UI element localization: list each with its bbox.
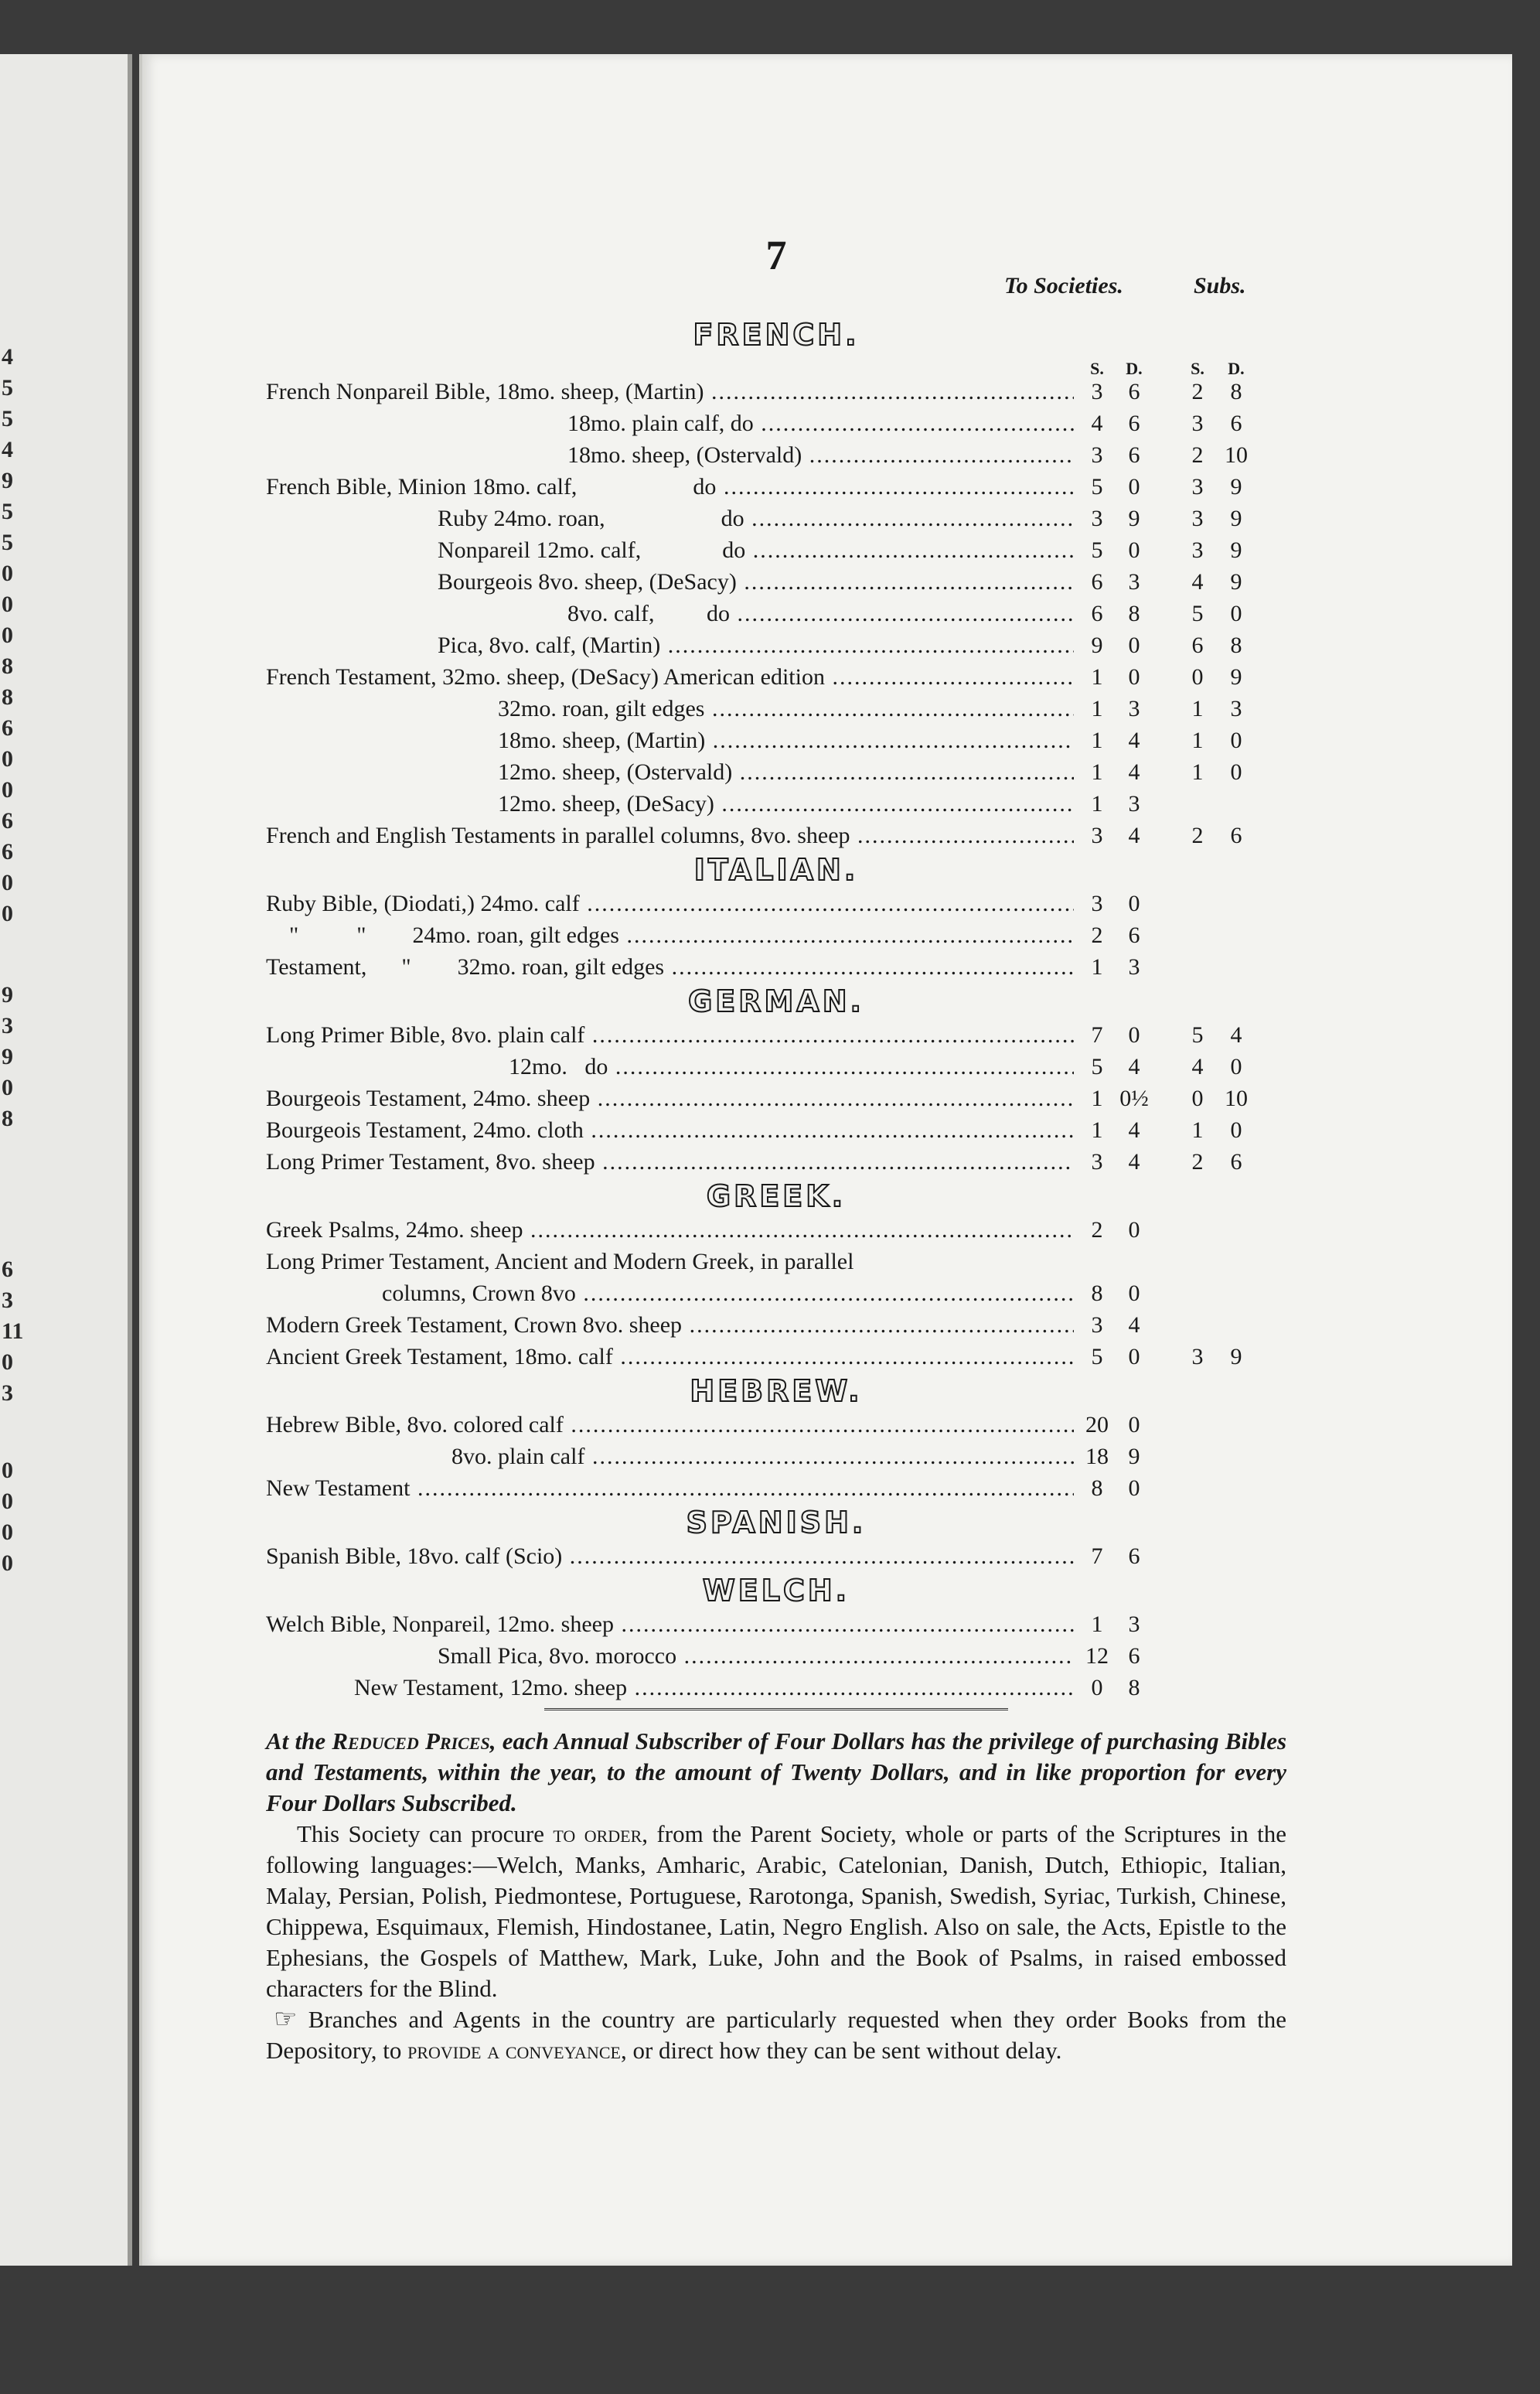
list-item [266,1472,1286,1504]
price-d2: 6 [1230,823,1242,848]
facing-page-digit: 0 [2,622,13,648]
column-headers [266,273,1286,316]
facing-page-digit: 11 [2,1318,24,1344]
price-s1: 1 [1091,696,1103,721]
price-s1: 1 [1091,728,1103,753]
list-item [266,1441,1286,1472]
facing-page-digit: 3 [2,1013,13,1038]
item-description: 8vo. calf, do ..... [567,598,1074,629]
list-item [266,693,1286,725]
price-d1: 0½ [1119,1086,1149,1111]
price-d2: 0 [1230,728,1242,753]
facing-page-digit: 8 [2,1106,13,1131]
list-item [266,919,1286,951]
price-d2: 6 [1230,1149,1242,1175]
price-s1: 2 [1091,1217,1103,1243]
section-title: FRENCH. [693,318,860,352]
price-s1: 4 [1091,411,1103,436]
price-d1: 0 [1128,1344,1140,1369]
price-d1: 6 [1128,442,1140,468]
notes [266,1726,1286,2066]
branches-note: ☞ Branches and Agents in the country are particularly requested when they order Books from the Depository, to provide a conveyance, or direct how they can be sent without delay. [266,2005,1287,2064]
price-s2: 3 [1191,411,1204,436]
price-d1: 9 [1128,1444,1140,1469]
facing-page-digit: 0 [2,1550,13,1576]
item-description: columns, Crown 8vo ..... [382,1277,1074,1309]
price-s1: 5 [1091,1054,1103,1079]
price-s2: 4 [1191,1054,1204,1079]
item-description: Bourgeois 8vo. sheep, (DeSacy) ..... [438,566,1074,598]
list-item [266,1540,1286,1572]
price-s1: 5 [1091,474,1103,500]
price-s1: 5 [1091,1344,1103,1369]
price-d1: 4 [1128,1149,1140,1175]
pointing-hand-icon: ☞ [274,2005,298,2034]
price-s1: 3 [1091,442,1103,468]
facing-page-digit: 5 [2,375,13,401]
item-description: 18mo. sheep, (Martin) ..... [498,725,1074,756]
price-d2: 9 [1230,1344,1242,1369]
item-description: 12mo. sheep, (Ostervald) ..... [498,756,1074,788]
facing-page-digit: 0 [2,1489,13,1514]
list-item [266,629,1286,661]
price-d1: 0 [1128,664,1140,690]
currency-unit-label: S. [1191,359,1204,378]
facing-page-digit: 0 [2,592,13,617]
price-s2: 3 [1191,537,1204,563]
price-d1: 6 [1128,379,1140,404]
price-s2: 2 [1191,1149,1204,1175]
price-d1: 0 [1128,1412,1140,1437]
page-number: 7 [765,232,787,278]
price-s1: 1 [1091,1117,1103,1143]
price-s2: 1 [1191,1117,1204,1143]
price-s1: 3 [1091,1149,1103,1175]
list-item [266,1309,1286,1341]
section-title: SPANISH. [686,1506,867,1540]
item-description: French Bible, Minion 18mo. calf, do ..... [266,471,1074,503]
facing-page-digit: 3 [2,1380,13,1406]
price-d1: 0 [1128,474,1140,500]
item-description: Spanish Bible, 18vo. calf (Scio) ..... [266,1540,1074,1572]
price-s1: 6 [1091,601,1103,626]
facing-page-edge [0,54,132,2266]
item-description: New Testament ..... [266,1472,1074,1504]
list-item [266,1608,1286,1640]
list-item [266,888,1286,919]
price-d2: 9 [1230,474,1242,500]
price-d1: 0 [1128,891,1140,916]
item-description: Ruby 24mo. roan, do ..... [438,503,1074,534]
price-d1: 3 [1128,1611,1140,1637]
list-item [266,1214,1286,1246]
price-d2: 9 [1230,664,1242,690]
price-s2: 6 [1191,633,1204,658]
price-d1: 0 [1128,1475,1140,1501]
list-item [266,503,1286,534]
currency-unit-label: S. [1090,359,1104,378]
facing-page-digit: 6 [2,839,13,864]
item-description: Nonpareil 12mo. calf, do ..... [438,534,1074,566]
list-item [266,534,1286,566]
price-s1: 3 [1091,891,1103,916]
price-d1: 8 [1128,1675,1140,1700]
price-d1: 0 [1128,537,1140,563]
facing-page-digit: 5 [2,406,13,431]
item-description: Long Primer Testament, Ancient and Modern Greek, in parallel [266,1249,854,1274]
item-description: 18mo. sheep, (Ostervald) ..... [567,439,1074,471]
facing-page-digit: 6 [2,1257,13,1282]
section-divider [544,1708,1008,1710]
price-d2: 9 [1230,506,1242,531]
price-s1: 1 [1091,791,1103,817]
list-item [266,1246,1286,1277]
price-d2: 3 [1230,696,1242,721]
item-description: 18mo. plain calf, do ..... [567,408,1074,439]
currency-unit-label: D. [1228,359,1245,378]
page-content [266,232,1287,2066]
price-s1: 5 [1091,537,1103,563]
price-s2: 1 [1191,728,1204,753]
price-d1: 3 [1128,954,1140,980]
price-d1: 0 [1128,1022,1140,1048]
price-s1: 3 [1091,1312,1103,1338]
facing-page-digit: 0 [2,1075,13,1100]
section-title: GREEK. [706,1179,847,1213]
item-description: Bourgeois Testament, 24mo. sheep ..... [266,1083,1074,1114]
item-description: Welch Bible, Nonpareil, 12mo. sheep ..... [266,1608,1074,1640]
price-d1: 3 [1128,791,1140,817]
currency-unit-label: D. [1126,359,1143,378]
facing-page-digit: 0 [2,1519,13,1545]
price-s2: 4 [1191,569,1204,595]
list-item [266,471,1286,503]
price-s2: 3 [1191,1344,1204,1369]
list-item [266,1341,1286,1373]
item-description: Pica, 8vo. calf, (Martin) ..... [438,629,1074,661]
facing-page-digit: 3 [2,1287,13,1313]
price-d2: 0 [1230,1054,1242,1079]
section-title: HEBREW. [690,1374,863,1408]
facing-page-digit: 9 [2,468,13,493]
list-item [266,1277,1286,1309]
facing-page-digit: 0 [2,1458,13,1483]
facing-page-digit: 5 [2,530,13,555]
item-description: Ancient Greek Testament, 18mo. calf ..... [266,1341,1074,1373]
price-s2: 2 [1191,442,1204,468]
item-description: " " 24mo. roan, gilt edges ..... [266,919,1074,951]
list-item [266,1019,1286,1051]
item-description: French and English Testaments in parallel columns, 8vo. sheep ..... [266,820,1074,851]
price-d2: 10 [1225,442,1248,468]
item-description: 32mo. roan, gilt edges ..... [498,693,1074,725]
list-item [266,408,1286,439]
header-subs: Subs. [1194,273,1246,298]
price-d1: 0 [1128,1281,1140,1306]
list-item [266,439,1286,471]
list-item [266,820,1286,851]
price-s1: 3 [1091,823,1103,848]
item-description: Modern Greek Testament, Crown 8vo. sheep ..... [266,1309,1074,1341]
price-s2: 2 [1191,823,1204,848]
price-s1: 1 [1091,1611,1103,1637]
item-description: New Testament, 12mo. sheep ..... [354,1672,1074,1703]
price-d2: 0 [1230,1117,1242,1143]
list-item [266,1672,1286,1703]
item-description: Hebrew Bible, 8vo. colored calf ..... [266,1409,1074,1441]
facing-page-digit: 6 [2,715,13,741]
facing-page-digit: 0 [2,746,13,772]
price-d1: 3 [1128,696,1140,721]
price-s1: 1 [1091,664,1103,690]
price-s1: 7 [1091,1022,1103,1048]
item-description: Small Pica, 8vo. morocco ..... [438,1640,1074,1672]
facing-page-digit: 5 [2,499,13,524]
facing-page-digit: 8 [2,684,13,710]
price-d2: 8 [1230,379,1242,404]
price-s2: 1 [1191,696,1204,721]
price-d2: 0 [1230,601,1242,626]
price-s1: 1 [1091,954,1103,980]
list-item [266,1409,1286,1441]
item-description: Testament, " 32mo. roan, gilt edges ..... [266,951,1074,983]
price-d1: 4 [1128,728,1140,753]
price-d2: 10 [1225,1086,1248,1111]
list-item [266,1051,1286,1083]
price-s2: 1 [1191,759,1204,785]
price-d2: 4 [1230,1022,1242,1048]
price-s1: 6 [1091,569,1103,595]
price-list [266,319,1286,1703]
item-description: 12mo. sheep, (DeSacy) ..... [498,788,1074,820]
price-s2: 2 [1191,379,1204,404]
price-d1: 4 [1128,759,1140,785]
list-item [266,1083,1286,1114]
list-item [266,1146,1286,1178]
price-s1: 12 [1085,1643,1109,1669]
facing-page-digit: 0 [2,561,13,586]
list-item [266,376,1286,408]
price-s1: 2 [1091,922,1103,948]
item-description: Bourgeois Testament, 24mo. cloth ..... [266,1114,1074,1146]
price-d1: 6 [1128,1643,1140,1669]
list-item [266,1640,1286,1672]
list-item [266,756,1286,788]
facing-page-digit: 0 [2,1349,13,1375]
list-item [266,566,1286,598]
price-d2: 0 [1230,759,1242,785]
list-item [266,951,1286,983]
facing-page-digit: 4 [2,344,13,370]
price-d1: 6 [1128,1543,1140,1569]
price-s1: 3 [1091,506,1103,531]
price-s2: 3 [1191,506,1204,531]
price-s1: 9 [1091,633,1103,658]
price-d1: 4 [1128,823,1140,848]
price-s1: 3 [1091,379,1103,404]
section-title: WELCH. [702,1574,850,1608]
item-description: French Nonpareil Bible, 18mo. sheep, (Martin) ..... [266,376,1074,408]
page [139,54,1512,2266]
section-title: GERMAN. [688,984,864,1018]
price-d1: 6 [1128,922,1140,948]
facing-page-digit: 9 [2,1044,13,1069]
price-s1: 8 [1091,1475,1103,1501]
item-description: French Testament, 32mo. sheep, (DeSacy) American edition ..... [266,661,1074,693]
price-d1: 9 [1128,506,1140,531]
list-item [266,725,1286,756]
languages-note: This Society can procure to order, from the Parent Society, whole or parts of the Scriptures in the following languages:—Welch, Manks, Amharic, Arabic, Catelonian, Danish, Dutch, Ethiopic, Italian, Malay, Persian, Polish, Piedmontese, Portuguese, Rarotonga, Spanish, Swedish, Syriac, Turkish, Chinese, Chippewa, Esquimaux, Flemish, Hindostanee, Latin, Negro English. Also on sale, the Acts, Epistle to the Ephesians, the Gospels of Matthew, Mark, Luke, John and the Book of Psalms, in raised embossed characters for the Blind. [266,1820,1287,2002]
price-s1: 1 [1091,759,1103,785]
price-s1: 7 [1091,1543,1103,1569]
list-item [266,661,1286,693]
price-d1: 6 [1128,411,1140,436]
price-d1: 0 [1128,633,1140,658]
item-description: 12mo. do ..... [509,1051,1074,1083]
price-s1: 20 [1085,1412,1109,1437]
facing-page-digit: 6 [2,808,13,834]
reduced-prices-note: At the Reduced Prices, each Annual Subscriber of Four Dollars has the privilege of purchasing Bibles and Testaments, within the year, to the amount of Twenty Dollars, and in like proportion for every Four Dollars Subscribed. [266,1727,1287,1816]
price-d2: 8 [1230,633,1242,658]
item-description: Greek Psalms, 24mo. sheep ..... [266,1214,1074,1246]
price-d2: 6 [1230,411,1242,436]
item-description: Long Primer Bible, 8vo. plain calf ..... [266,1019,1074,1051]
price-s1: 8 [1091,1281,1103,1306]
item-description: Long Primer Testament, 8vo. sheep ..... [266,1146,1074,1178]
header-to-societies: To Societies. [1004,273,1123,298]
price-s2: 3 [1191,474,1204,500]
price-d2: 9 [1230,569,1242,595]
list-item [266,788,1286,820]
price-d1: 8 [1128,601,1140,626]
price-d1: 3 [1128,569,1140,595]
price-d1: 4 [1128,1117,1140,1143]
list-item [266,598,1286,629]
price-s2: 0 [1191,1086,1204,1111]
price-s2: 0 [1191,664,1204,690]
price-d1: 0 [1128,1217,1140,1243]
price-s2: 5 [1191,601,1204,626]
price-s1: 0 [1091,1675,1103,1700]
price-s1: 18 [1085,1444,1109,1469]
price-d1: 4 [1128,1054,1140,1079]
price-d1: 4 [1128,1312,1140,1338]
facing-page-digit: 0 [2,901,13,926]
item-description: 8vo. plain calf ..... [451,1441,1074,1472]
facing-page-digit: 4 [2,437,13,462]
price-s1: 1 [1091,1086,1103,1111]
facing-page-digit: 0 [2,870,13,895]
price-d2: 9 [1230,537,1242,563]
facing-page-digit: 8 [2,653,13,679]
price-s2: 5 [1191,1022,1204,1048]
item-description: Ruby Bible, (Diodati,) 24mo. calf ..... [266,888,1074,919]
sd-header [266,353,1286,376]
list-item [266,1114,1286,1146]
section-title: ITALIAN. [693,853,859,887]
facing-page-digit: 0 [2,777,13,803]
facing-page-digit: 9 [2,982,13,1008]
